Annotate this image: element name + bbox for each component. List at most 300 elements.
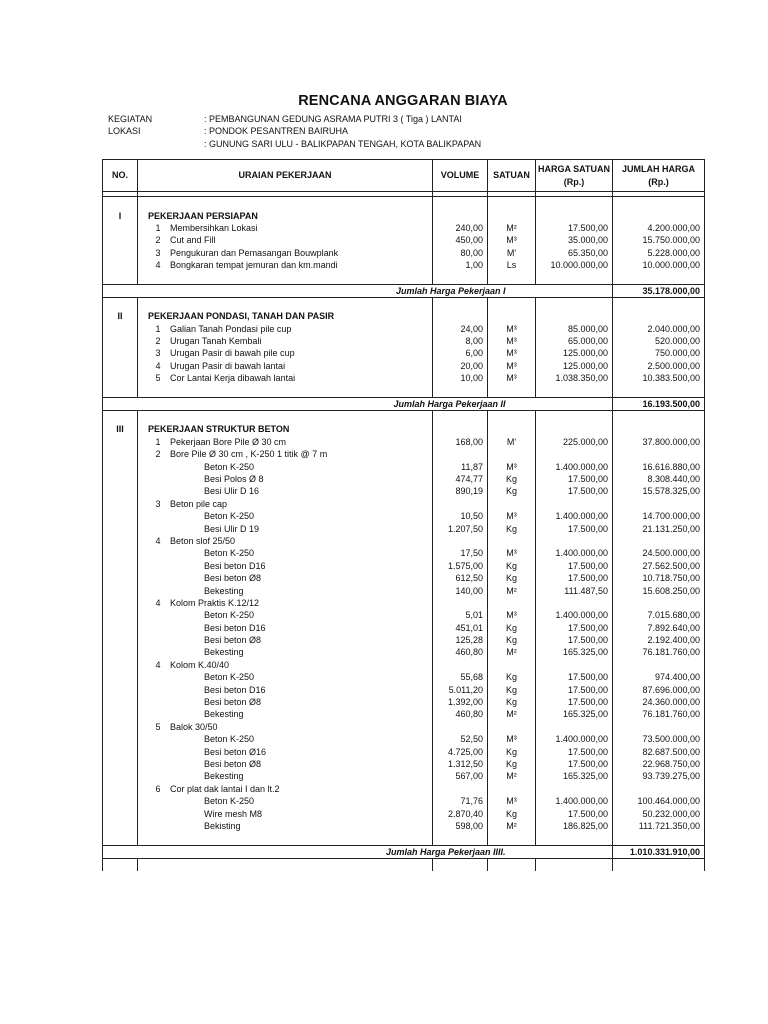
item-description: Bekesting bbox=[138, 584, 433, 596]
item-description: Besi beton Ø8 bbox=[138, 572, 433, 584]
item-row bbox=[103, 323, 705, 335]
unit-cell: M³ bbox=[488, 460, 536, 472]
item-text: Kolom Praktis K.12/12 bbox=[170, 597, 260, 608]
empty-cell bbox=[103, 271, 138, 284]
meta-line bbox=[108, 125, 348, 137]
item-row bbox=[103, 498, 705, 510]
total-price-cell: 76.181.760,00 bbox=[613, 646, 705, 658]
item-description: Besi beton D16 bbox=[138, 683, 433, 695]
empty-cell bbox=[536, 284, 613, 297]
unit-price-cell: 17.500,00 bbox=[536, 485, 613, 497]
total-price-cell: 24.500.000,00 bbox=[613, 547, 705, 559]
sub-item-row bbox=[103, 547, 705, 559]
total-price-cell: 82.687.500,00 bbox=[613, 745, 705, 757]
empty-cell bbox=[613, 310, 705, 322]
empty-cell bbox=[103, 758, 138, 770]
unit-cell: M³ bbox=[488, 360, 536, 372]
volume-cell: 24,00 bbox=[433, 323, 488, 335]
empty-cell bbox=[536, 197, 613, 210]
item-row bbox=[103, 347, 705, 359]
total-price-cell: 27.562.500,00 bbox=[613, 560, 705, 572]
document-title: RENCANA ANGGARAN BIAYA bbox=[298, 93, 508, 109]
item-description bbox=[138, 323, 433, 335]
item-description: Besi Polos Ø 8 bbox=[138, 473, 433, 485]
blank-row bbox=[103, 297, 705, 310]
unit-cell: M² bbox=[488, 820, 536, 832]
unit-cell: Kg bbox=[488, 622, 536, 634]
volume-cell bbox=[433, 597, 488, 609]
item-description bbox=[138, 498, 433, 510]
item-description: Beton K-250 bbox=[138, 671, 433, 683]
total-price-cell: 93.739.275,00 bbox=[613, 770, 705, 782]
item-description: Besi beton D16 bbox=[138, 560, 433, 572]
empty-cell bbox=[433, 310, 488, 322]
volume-cell: 1.392,00 bbox=[433, 696, 488, 708]
item-row bbox=[103, 335, 705, 347]
item-text: Urugan Pasir di bawah lantai bbox=[170, 360, 286, 371]
item-description bbox=[138, 535, 433, 547]
meta-line bbox=[108, 113, 462, 125]
section-number: II bbox=[103, 310, 138, 322]
empty-cell bbox=[536, 397, 613, 410]
unit-cell: M² bbox=[488, 646, 536, 658]
blank-row bbox=[103, 197, 705, 210]
meta-value: : PEMBANGUNAN GEDUNG ASRAMA PUTRI 3 ( Tiga ) LANTAI bbox=[204, 114, 462, 124]
empty-cell bbox=[103, 572, 138, 584]
total-price-cell: 10.718.750,00 bbox=[613, 572, 705, 584]
volume-cell: 6,00 bbox=[433, 347, 488, 359]
empty-cell bbox=[103, 634, 138, 646]
empty-cell bbox=[103, 448, 138, 460]
empty-cell bbox=[103, 858, 138, 871]
empty-cell bbox=[103, 410, 138, 423]
empty-cell bbox=[103, 234, 138, 246]
item-number: 2 bbox=[155, 336, 161, 347]
total-price-cell: 76.181.760,00 bbox=[613, 708, 705, 720]
volume-cell: 567,00 bbox=[433, 770, 488, 782]
empty-cell bbox=[103, 384, 138, 397]
empty-cell bbox=[103, 335, 138, 347]
unit-cell: M² bbox=[488, 584, 536, 596]
item-number: 4 bbox=[155, 360, 161, 371]
unit-price-cell: 17.500,00 bbox=[536, 222, 613, 234]
empty-cell bbox=[536, 297, 613, 310]
item-number: 4 bbox=[155, 260, 161, 271]
total-price-cell: 7.015.680,00 bbox=[613, 609, 705, 621]
volume-cell: 1.575,00 bbox=[433, 560, 488, 572]
unit-price-cell: 111.487,50 bbox=[536, 584, 613, 596]
unit-price-cell bbox=[536, 721, 613, 733]
empty-cell bbox=[103, 323, 138, 335]
empty-cell bbox=[488, 410, 536, 423]
item-description: Besi beton D16 bbox=[138, 622, 433, 634]
empty-cell bbox=[103, 783, 138, 795]
empty-cell bbox=[103, 671, 138, 683]
unit-price-cell: 65.350,00 bbox=[536, 247, 613, 259]
item-number: 6 bbox=[155, 783, 161, 794]
item-row bbox=[103, 448, 705, 460]
empty-cell bbox=[433, 410, 488, 423]
unit-cell: Kg bbox=[488, 807, 536, 819]
empty-cell bbox=[536, 384, 613, 397]
empty-cell bbox=[103, 560, 138, 572]
unit-price-cell bbox=[536, 535, 613, 547]
subtotal-row bbox=[103, 284, 705, 297]
unit-cell bbox=[488, 783, 536, 795]
unit-cell: M³ bbox=[488, 733, 536, 745]
total-price-cell bbox=[613, 448, 705, 460]
unit-cell: Kg bbox=[488, 671, 536, 683]
empty-cell bbox=[536, 310, 613, 322]
volume-cell: 450,00 bbox=[433, 234, 488, 246]
unit-price-cell: 225.000,00 bbox=[536, 436, 613, 448]
empty-cell bbox=[103, 547, 138, 559]
unit-price-cell: 186.825,00 bbox=[536, 820, 613, 832]
item-row bbox=[103, 234, 705, 246]
unit-cell: Kg bbox=[488, 560, 536, 572]
total-price-cell: 15.750.000,00 bbox=[613, 234, 705, 246]
item-description: Beton K-250 bbox=[138, 609, 433, 621]
unit-cell: M³ bbox=[488, 347, 536, 359]
total-price-cell: 16.616.880,00 bbox=[613, 460, 705, 472]
sub-item-row bbox=[103, 622, 705, 634]
section-number: I bbox=[103, 209, 138, 221]
item-description bbox=[138, 436, 433, 448]
unit-cell: Ls bbox=[488, 259, 536, 271]
meta-value: : GUNUNG SARI ULU - BALIKPAPAN TENGAH, KOTA BALIKPAPAN bbox=[204, 139, 482, 149]
empty-cell bbox=[103, 832, 138, 845]
volume-cell: 11,87 bbox=[433, 460, 488, 472]
unit-price-cell: 1.400.000,00 bbox=[536, 609, 613, 621]
total-price-cell: 37.800.000,00 bbox=[613, 436, 705, 448]
unit-cell: Kg bbox=[488, 634, 536, 646]
empty-cell bbox=[613, 410, 705, 423]
empty-cell bbox=[488, 310, 536, 322]
empty-cell bbox=[488, 384, 536, 397]
total-price-cell: 15.608.250,00 bbox=[613, 584, 705, 596]
total-price-cell: 73.500.000,00 bbox=[613, 733, 705, 745]
empty-cell bbox=[433, 423, 488, 435]
unit-price-cell bbox=[536, 448, 613, 460]
unit-price-cell: 1.400.000,00 bbox=[536, 547, 613, 559]
unit-cell bbox=[488, 498, 536, 510]
total-price-cell: 14.700.000,00 bbox=[613, 510, 705, 522]
volume-cell bbox=[433, 498, 488, 510]
item-number: 2 bbox=[155, 235, 161, 246]
empty-cell bbox=[613, 271, 705, 284]
item-number: 3 bbox=[155, 348, 161, 359]
empty-cell bbox=[138, 384, 433, 397]
item-description bbox=[138, 335, 433, 347]
empty-cell bbox=[103, 696, 138, 708]
unit-cell bbox=[488, 597, 536, 609]
sub-item-row bbox=[103, 560, 705, 572]
empty-cell bbox=[433, 858, 488, 871]
empty-cell bbox=[103, 297, 138, 310]
item-text: Pekerjaan Bore Pile Ø 30 cm bbox=[170, 436, 287, 447]
unit-price-cell: 17.500,00 bbox=[536, 560, 613, 572]
total-price-cell: 111.721.350,00 bbox=[613, 820, 705, 832]
item-text: Urugan Tanah Kembali bbox=[170, 336, 262, 347]
empty-cell bbox=[433, 197, 488, 210]
empty-cell bbox=[536, 845, 613, 858]
volume-cell: 168,00 bbox=[433, 436, 488, 448]
empty-cell bbox=[103, 535, 138, 547]
section-title: PEKERJAAN STRUKTUR BETON bbox=[138, 423, 433, 435]
empty-cell bbox=[536, 832, 613, 845]
blank-row bbox=[103, 410, 705, 423]
empty-cell bbox=[536, 271, 613, 284]
empty-cell bbox=[536, 858, 613, 871]
total-price-cell: 2.192.400,00 bbox=[613, 634, 705, 646]
empty-cell bbox=[138, 832, 433, 845]
subtotal-row bbox=[103, 397, 705, 410]
empty-cell bbox=[138, 858, 433, 871]
item-description: Besi beton Ø16 bbox=[138, 745, 433, 757]
item-row bbox=[103, 535, 705, 547]
volume-cell: 10,00 bbox=[433, 372, 488, 384]
volume-cell: 2.870,40 bbox=[433, 807, 488, 819]
sub-item-row bbox=[103, 634, 705, 646]
total-price-cell bbox=[613, 721, 705, 733]
item-description: Beton K-250 bbox=[138, 460, 433, 472]
total-price-cell: 4.200.000,00 bbox=[613, 222, 705, 234]
item-description: Wire mesh M8 bbox=[138, 807, 433, 819]
item-number: 4 bbox=[155, 659, 161, 670]
item-description: Bekesting bbox=[138, 770, 433, 782]
unit-cell: M' bbox=[488, 436, 536, 448]
item-number: 3 bbox=[155, 498, 161, 509]
unit-cell: M' bbox=[488, 247, 536, 259]
section-row bbox=[103, 310, 705, 322]
blank-row bbox=[103, 832, 705, 845]
sub-item-row bbox=[103, 683, 705, 695]
unit-cell: M² bbox=[488, 770, 536, 782]
sub-item-row bbox=[103, 646, 705, 658]
empty-cell bbox=[613, 832, 705, 845]
item-text: Cor plat dak lantai I dan lt.2 bbox=[170, 783, 280, 794]
section-title: PEKERJAAN PERSIAPAN bbox=[138, 209, 433, 221]
volume-cell: 1.207,50 bbox=[433, 522, 488, 534]
unit-price-cell: 17.500,00 bbox=[536, 622, 613, 634]
total-price-cell bbox=[613, 659, 705, 671]
empty-cell bbox=[103, 498, 138, 510]
unit-cell bbox=[488, 535, 536, 547]
empty-cell bbox=[488, 858, 536, 871]
item-row bbox=[103, 659, 705, 671]
unit-price-cell: 17.500,00 bbox=[536, 683, 613, 695]
empty-cell bbox=[103, 197, 138, 210]
volume-cell bbox=[433, 783, 488, 795]
item-description: Besi beton Ø8 bbox=[138, 696, 433, 708]
sub-item-row bbox=[103, 522, 705, 534]
unit-cell: M³ bbox=[488, 372, 536, 384]
item-text: Beton slof 25/50 bbox=[170, 535, 236, 546]
empty-cell bbox=[103, 436, 138, 448]
unit-price-cell: 165.325,00 bbox=[536, 770, 613, 782]
item-description: Bekesting bbox=[138, 708, 433, 720]
item-description bbox=[138, 783, 433, 795]
unit-cell bbox=[488, 448, 536, 460]
unit-cell: Kg bbox=[488, 572, 536, 584]
item-row bbox=[103, 436, 705, 448]
sub-item-row bbox=[103, 609, 705, 621]
item-number: 1 bbox=[155, 436, 161, 447]
empty-cell bbox=[103, 347, 138, 359]
volume-cell: 52,50 bbox=[433, 733, 488, 745]
empty-cell bbox=[613, 423, 705, 435]
unit-price-cell: 1.400.000,00 bbox=[536, 460, 613, 472]
item-description bbox=[138, 347, 433, 359]
unit-price-cell: 125.000,00 bbox=[536, 360, 613, 372]
item-description bbox=[138, 597, 433, 609]
item-description: Beton K-250 bbox=[138, 733, 433, 745]
unit-cell: Kg bbox=[488, 758, 536, 770]
sub-item-row bbox=[103, 733, 705, 745]
unit-cell: Kg bbox=[488, 522, 536, 534]
item-description: Besi Ulir D 16 bbox=[138, 485, 433, 497]
sub-item-row bbox=[103, 572, 705, 584]
item-description bbox=[138, 721, 433, 733]
empty-cell bbox=[103, 659, 138, 671]
header-satuan: SATUAN bbox=[488, 160, 536, 192]
item-description: Beton K-250 bbox=[138, 510, 433, 522]
volume-cell: 140,00 bbox=[433, 584, 488, 596]
unit-price-cell: 125.000,00 bbox=[536, 347, 613, 359]
sub-item-row bbox=[103, 584, 705, 596]
volume-cell bbox=[433, 535, 488, 547]
empty-cell bbox=[103, 609, 138, 621]
empty-cell bbox=[488, 271, 536, 284]
empty-cell bbox=[488, 197, 536, 210]
empty-cell bbox=[488, 423, 536, 435]
item-description: Besi beton Ø8 bbox=[138, 634, 433, 646]
volume-cell: 1.312,50 bbox=[433, 758, 488, 770]
unit-cell: M³ bbox=[488, 323, 536, 335]
subtotal-label: Jumlah Harga Pekerjaan IIII. bbox=[103, 845, 536, 858]
subtotal-value: 16.193.500,00 bbox=[613, 397, 705, 410]
empty-cell bbox=[536, 423, 613, 435]
total-price-cell: 24.360.000,00 bbox=[613, 696, 705, 708]
item-row bbox=[103, 247, 705, 259]
empty-cell bbox=[536, 410, 613, 423]
empty-cell bbox=[103, 372, 138, 384]
total-price-cell: 50.232.000,00 bbox=[613, 807, 705, 819]
item-number: 4 bbox=[155, 597, 161, 608]
volume-cell: 474,77 bbox=[433, 473, 488, 485]
unit-cell: Kg bbox=[488, 473, 536, 485]
section-number: III bbox=[103, 423, 138, 435]
total-price-cell: 520.000,00 bbox=[613, 335, 705, 347]
empty-cell bbox=[103, 522, 138, 534]
volume-cell: 890,19 bbox=[433, 485, 488, 497]
unit-price-cell: 17.500,00 bbox=[536, 473, 613, 485]
item-description: Beton K-250 bbox=[138, 547, 433, 559]
empty-cell bbox=[103, 795, 138, 807]
sub-item-row bbox=[103, 671, 705, 683]
empty-cell bbox=[488, 209, 536, 221]
header-volume: VOLUME bbox=[433, 160, 488, 192]
empty-cell bbox=[103, 473, 138, 485]
subtotal-label: Jumlah Harga Pekerjaan II bbox=[103, 397, 536, 410]
total-price-cell: 87.696.000,00 bbox=[613, 683, 705, 695]
unit-price-cell: 1.400.000,00 bbox=[536, 733, 613, 745]
item-row bbox=[103, 372, 705, 384]
sub-item-row bbox=[103, 460, 705, 472]
unit-price-cell: 17.500,00 bbox=[536, 696, 613, 708]
item-description bbox=[138, 360, 433, 372]
item-description: Besi beton Ø8 bbox=[138, 758, 433, 770]
unit-cell: M³ bbox=[488, 234, 536, 246]
unit-cell: Kg bbox=[488, 696, 536, 708]
empty-cell bbox=[433, 271, 488, 284]
item-description: Besi Ulir D 19 bbox=[138, 522, 433, 534]
empty-cell bbox=[103, 683, 138, 695]
unit-price-cell: 17.500,00 bbox=[536, 807, 613, 819]
volume-cell: 598,00 bbox=[433, 820, 488, 832]
total-price-cell: 10.000.000,00 bbox=[613, 259, 705, 271]
item-description bbox=[138, 372, 433, 384]
item-text: Beton pile cap bbox=[170, 498, 228, 509]
volume-cell: 451,01 bbox=[433, 622, 488, 634]
item-text: Bore Pile Ø 30 cm , K-250 1 titik @ 7 m bbox=[170, 449, 328, 460]
volume-cell bbox=[433, 721, 488, 733]
blank-row bbox=[103, 384, 705, 397]
header-uraian: URAIAN PEKERJAAN bbox=[138, 160, 433, 192]
volume-cell bbox=[433, 659, 488, 671]
empty-cell bbox=[138, 271, 433, 284]
total-price-cell: 974.400,00 bbox=[613, 671, 705, 683]
unit-price-cell: 1.400.000,00 bbox=[536, 795, 613, 807]
volume-cell: 20,00 bbox=[433, 360, 488, 372]
item-description: Bekisting bbox=[138, 820, 433, 832]
item-text: Bongkaran tempat jemuran dan km.mandi bbox=[170, 260, 338, 271]
subtotal-row bbox=[103, 845, 705, 858]
total-price-cell: 15.578.325,00 bbox=[613, 485, 705, 497]
item-number: 4 bbox=[155, 535, 161, 546]
section-row bbox=[103, 209, 705, 221]
unit-cell: M³ bbox=[488, 547, 536, 559]
meta-key: KEGIATAN bbox=[108, 114, 153, 124]
total-price-cell bbox=[613, 597, 705, 609]
item-text: Membersihkan Lokasi bbox=[170, 222, 258, 233]
item-number: 2 bbox=[155, 449, 161, 460]
total-price-cell: 2.040.000,00 bbox=[613, 323, 705, 335]
total-price-cell: 10.383.500,00 bbox=[613, 372, 705, 384]
empty-cell bbox=[613, 384, 705, 397]
header-no: NO. bbox=[103, 160, 138, 192]
item-text: Cor Lantai Kerja dibawah lantai bbox=[170, 373, 296, 384]
item-row bbox=[103, 783, 705, 795]
empty-cell bbox=[103, 597, 138, 609]
empty-cell bbox=[103, 807, 138, 819]
total-price-cell: 100.464.000,00 bbox=[613, 795, 705, 807]
subtotal-value: 1.010.331.910,00 bbox=[613, 845, 705, 858]
item-description bbox=[138, 247, 433, 259]
sub-item-row bbox=[103, 485, 705, 497]
unit-price-cell bbox=[536, 783, 613, 795]
sub-item-row bbox=[103, 795, 705, 807]
item-number: 5 bbox=[155, 373, 161, 384]
item-text: Pengukuran dan Pemasangan Bouwplank bbox=[170, 247, 339, 258]
total-price-cell bbox=[613, 535, 705, 547]
subtotal-label: Jumlah Harga Pekerjaan I bbox=[103, 284, 536, 297]
total-price-cell: 5.228.000,00 bbox=[613, 247, 705, 259]
total-price-cell: 21.131.250,00 bbox=[613, 522, 705, 534]
item-number: 1 bbox=[155, 222, 161, 233]
unit-cell: Kg bbox=[488, 683, 536, 695]
volume-cell: 125,28 bbox=[433, 634, 488, 646]
